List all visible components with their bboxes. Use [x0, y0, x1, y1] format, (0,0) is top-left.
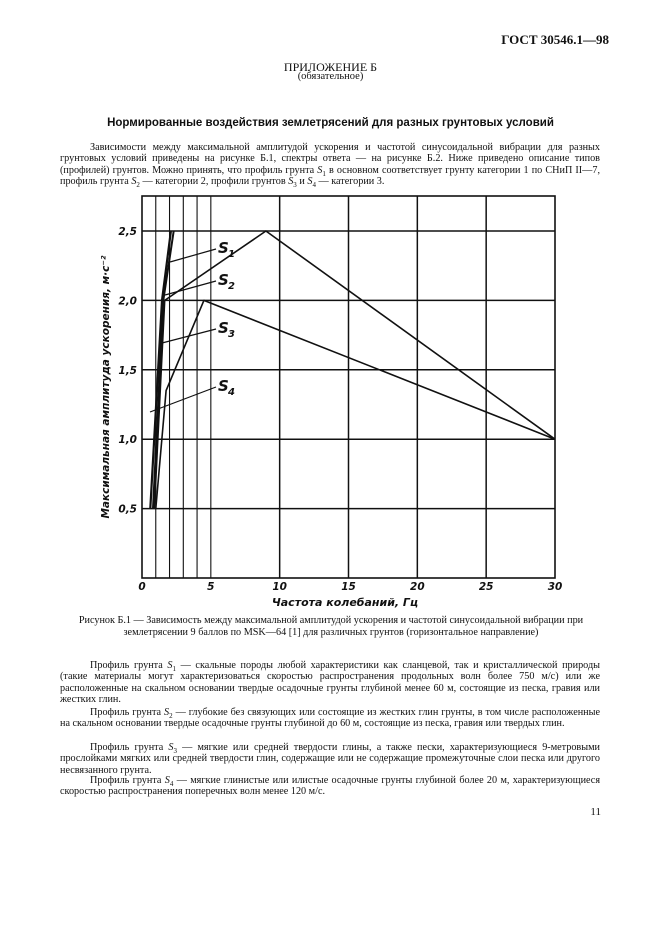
series-label-sub: 1 — [228, 249, 235, 260]
x-tick-label: 20 — [410, 581, 425, 593]
series-label: S — [218, 239, 229, 257]
intro-s2-sub: 2 — [136, 181, 140, 190]
series-line-s4 — [156, 300, 555, 508]
profile-symbol-sub: 3 — [173, 747, 177, 756]
x-axis-label: Частота колебаний, Гц — [271, 596, 419, 609]
intro-s2: S — [131, 176, 137, 188]
series-label-leader — [162, 329, 216, 343]
y-tick-label: 1,0 — [118, 434, 137, 447]
intro-s1: S — [317, 164, 323, 176]
intro-text-5: — категории 3. — [315, 176, 385, 188]
y-tick-label: 1,5 — [118, 364, 137, 377]
profile-symbol: S — [164, 775, 170, 786]
series-label-sub: 2 — [228, 281, 235, 292]
chart-grid — [142, 196, 555, 578]
x-tick-label: 10 — [272, 581, 287, 593]
series-label: S — [218, 377, 229, 395]
y-tick-label: 2,0 — [118, 295, 137, 308]
series-label-sub: 3 — [228, 329, 235, 340]
appendix-title: ПРИЛОЖЕНИЕ Б — [283, 60, 378, 74]
page-number: 11 — [590, 806, 601, 818]
profile-paragraph-3 — [60, 742, 600, 776]
profile-symbol-sub: 1 — [172, 665, 176, 674]
intro-text-3: — категории 2, профили грунтов — [139, 176, 289, 188]
profile-prefix: Профиль грунта — [90, 707, 165, 718]
profile-paragraph-2 — [60, 707, 600, 730]
y-tick-label: 2,5 — [118, 226, 137, 238]
x-tick-label: 15 — [341, 581, 356, 593]
profile-paragraph-1 — [60, 660, 600, 706]
profile-prefix: Профиль грунта — [90, 742, 169, 753]
series-label-sub: 4 — [228, 387, 235, 398]
profile-symbol-sub: 4 — [169, 780, 174, 789]
profile-symbol: S — [167, 660, 173, 671]
series-label-leader — [170, 249, 216, 262]
x-tick-label: 0 — [138, 581, 146, 593]
profile-paragraph-4 — [60, 775, 600, 798]
intro-s3-sub: 3 — [293, 181, 297, 190]
series-label: S — [218, 271, 229, 289]
y-tick-label: 0,5 — [118, 503, 137, 516]
intro-s4-sub: 4 — [312, 181, 316, 190]
profile-text: — глубокие без связующих или состоящие из жестких глин грунты, в том числе расположенные на скальном основании твердые осадочные грунты глубиной до 60 м, состоящие из песка, гравия или твердых глин. — [60, 707, 601, 730]
intro-text-1: Зависимости между максимальной амплитудой ускорения и частотой синусоидальной вибрации для разных грунтовых условий приведены на рисунке Б.1, спектры ответа — на рисунке Б.2. Ниже приведено описание типов (профилей) грунтов. Можно принять, что профиль грунта — [60, 142, 600, 176]
x-tick-label: 25 — [478, 581, 494, 593]
section-title: Нормированные воздействия землетрясений для разных грунтовых условий — [107, 117, 554, 129]
series-label: S — [218, 319, 229, 337]
x-tick-label: 5 — [207, 581, 215, 593]
appendix-note: (обязательное) — [297, 71, 364, 82]
profile-text: — мягкие или средней твердости глины, а также пески, характеризующиеся 9-метровыми прослойками мягких или средней твердости глин, содержащие или не содержащие промежуточные слои песка или другого несвязанного грунта. — [60, 742, 600, 776]
intro-text-2: в основном соответствует грунту категории 1 по СНиП II—7, профиль грунта — [60, 164, 600, 188]
intro-s1-sub: 1 — [322, 169, 326, 178]
profile-prefix: Профиль грунта — [90, 660, 168, 671]
intro-s3: S — [288, 176, 294, 188]
profile-symbol: S — [164, 707, 170, 718]
profile-symbol: S — [168, 742, 174, 753]
standard-code: ГОСТ 30546.1—98 — [501, 32, 609, 47]
profile-symbol-sub: 2 — [169, 712, 173, 721]
chart-ticks — [118, 226, 562, 593]
intro-s4: S — [307, 176, 313, 188]
intro-text-4: и — [296, 176, 308, 188]
profile-prefix: Профиль грунта — [90, 775, 165, 786]
profile-text: — скальные породы любой характеристики как сланцевой, так и кристаллической природы (такие материалы могут характеризоваться скоростью распространения продольных волн более 750 м/с) или же расположенные на скальном основании твердые осадочные грунты глубиной менее 60 м, состоящие из песка, гравия или жестких глин. — [60, 660, 601, 706]
profile-text: — мягкие глинистые или илистые осадочные грунты глубиной более 20 м, характеризующиеся скоростью распространения поперечных волн менее 120 м/с. — [60, 775, 601, 798]
figure-caption: Рисунок Б.1 — Зависимость между максимальной амплитудой ускорения и частотой синусоидальной вибрации при землетрясении 9 баллов по MSK—64 [1] для различных грунтов (горизонтальное направление) — [78, 615, 584, 638]
x-tick-label: 30 — [547, 581, 563, 593]
y-axis-label: Максимальная амплитуда ускорения, м·с⁻² — [100, 255, 112, 519]
